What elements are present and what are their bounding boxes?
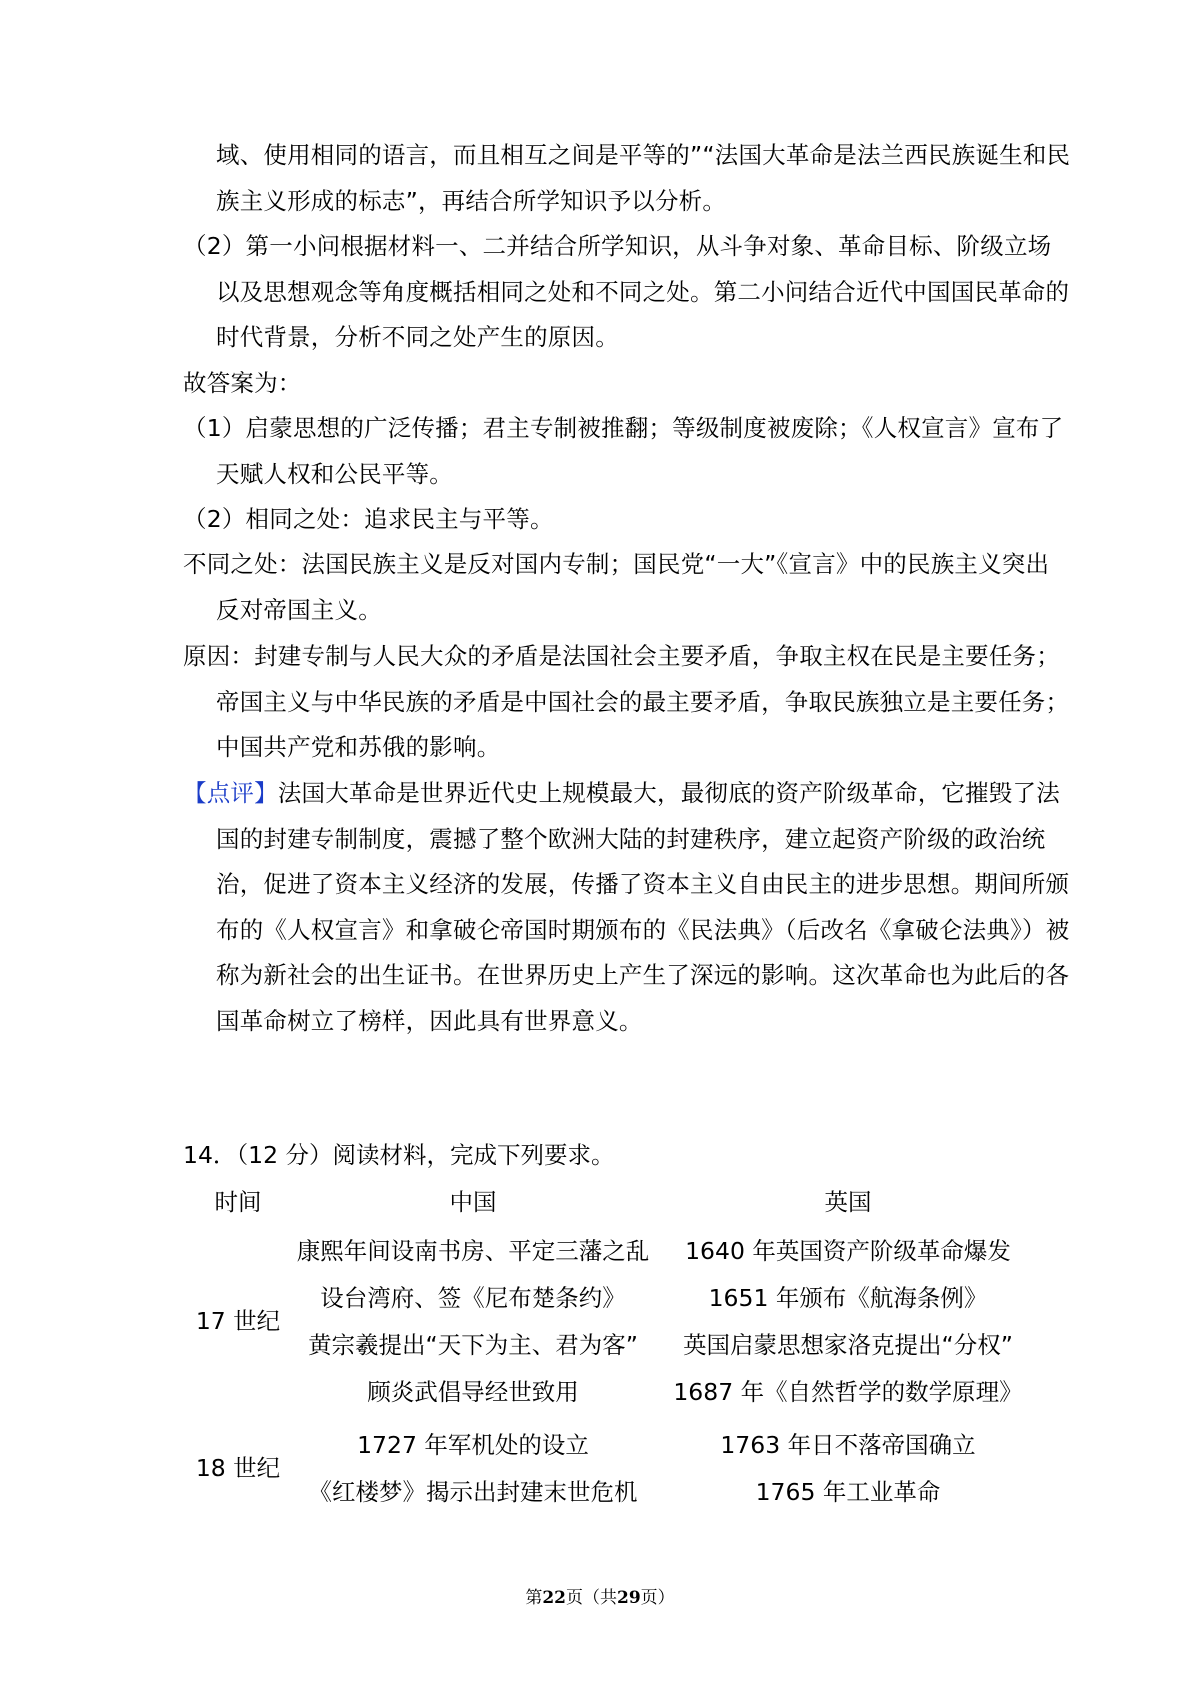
analysis-item-2: （2）第一小问根据材料一、二并结合所学知识，从斗争对象、革命目标、阶级立场以及思想观念等角度概括相同之处和不同之处。第二小问结合近代中国国民革命的时代背景，分析不同之处产生的原因。 [183, 232, 1070, 352]
table-row [183, 1366, 1043, 1413]
period-18th-century: 18 世纪 [195, 1454, 281, 1482]
header-china: 中国 [449, 1188, 497, 1216]
answer-intro: 故答案为： [183, 369, 302, 397]
answer-item-2: （2）相同之处：追求民主与平等。 [183, 505, 554, 533]
header-time: 时间 [214, 1188, 262, 1216]
table-row [183, 1419, 1043, 1466]
table-row [183, 1225, 1043, 1272]
total-page-count: 29 [617, 1588, 641, 1608]
table-header-row [183, 1175, 1043, 1225]
china-event: 康熙年间设南书房、平定三藩之乱 [296, 1236, 650, 1265]
china-event: 1727 年军机处的设立 [357, 1430, 589, 1459]
england-event: 1687 年《自然哲学的数学原理》 [673, 1377, 1023, 1406]
china-event: 《红楼梦》揭示出封建末世危机 [308, 1477, 638, 1506]
england-event: 1640 年英国资产阶级革命爆发 [685, 1236, 1011, 1265]
table-row [183, 1319, 1043, 1366]
england-event: 英国启蒙思想家洛克提出“分权” [683, 1330, 1013, 1359]
comment-tag: 【点评】 [183, 779, 278, 807]
answer-reason: 原因：封建专制与人民大众的矛盾是法国社会主要矛盾，争取主权在民是主要任务；帝国主义与中华民族的矛盾是中国社会的最主要矛盾，争取民族独立是主要任务；中国共产党和苏俄的影响。 [183, 642, 1070, 762]
table-row [183, 1466, 1043, 1513]
comparison-table [183, 1175, 1043, 1513]
england-event: 1763 年日不落帝国确立 [720, 1430, 976, 1459]
england-event: 1651 年颁布《航海条例》 [708, 1283, 988, 1312]
comment-paragraph [183, 771, 1071, 1045]
page-footer: 第22页（共29页） [525, 1588, 675, 1608]
analysis-continuation: 域、使用相同的语言，而且相互之间是平等的”“法国大革命是法兰西民族诞生和民族主义形成的标志”，再结合所学知识予以分析。 [216, 141, 1071, 215]
answer-difference: 不同之处：法国民族主义是反对国内专制；国民党“一大”《宣言》中的民族主义突出反对帝国主义。 [183, 550, 1050, 624]
current-page-number: 22 [542, 1588, 566, 1608]
header-england: 英国 [824, 1188, 872, 1216]
china-event: 设台湾府、签《尼布楚条约》 [320, 1283, 626, 1312]
china-event: 顾炎武倡导经世致用 [367, 1377, 579, 1406]
table-row [183, 1272, 1043, 1319]
question-14-stem: 14．（12 分）阅读材料，完成下列要求。 [183, 1141, 615, 1169]
answer-item-1: （1）启蒙思想的广泛传播；君主专制被推翻；等级制度被废除；《人权宣言》宣布了天赋人权和公民平等。 [183, 414, 1064, 488]
china-event: 黄宗羲提出“天下为主、君为客” [308, 1330, 638, 1359]
period-17th-century: 17 世纪 [195, 1307, 281, 1335]
comment-text: 法国大革命是世界近代史上规模最大，最彻底的资产阶级革命，它摧毁了法国的封建专制制度，震撼了整个欧洲大陆的封建秩序，建立起资产阶级的政治统治，促进了资本主义经济的发展，传播了资本主义自由民主的进步思想。期间所颁布的《人权宣言》和拿破仑帝国时期颁布的《民法典》（后改名《拿破仑法典》）被称为新社会的出生证书。在世界历史上产生了深远的影响。这次革命也为此后的各国革命树立了榜样，因此具有世界意义。 [216, 779, 1070, 1035]
england-event: 1765 年工业革命 [755, 1477, 941, 1506]
